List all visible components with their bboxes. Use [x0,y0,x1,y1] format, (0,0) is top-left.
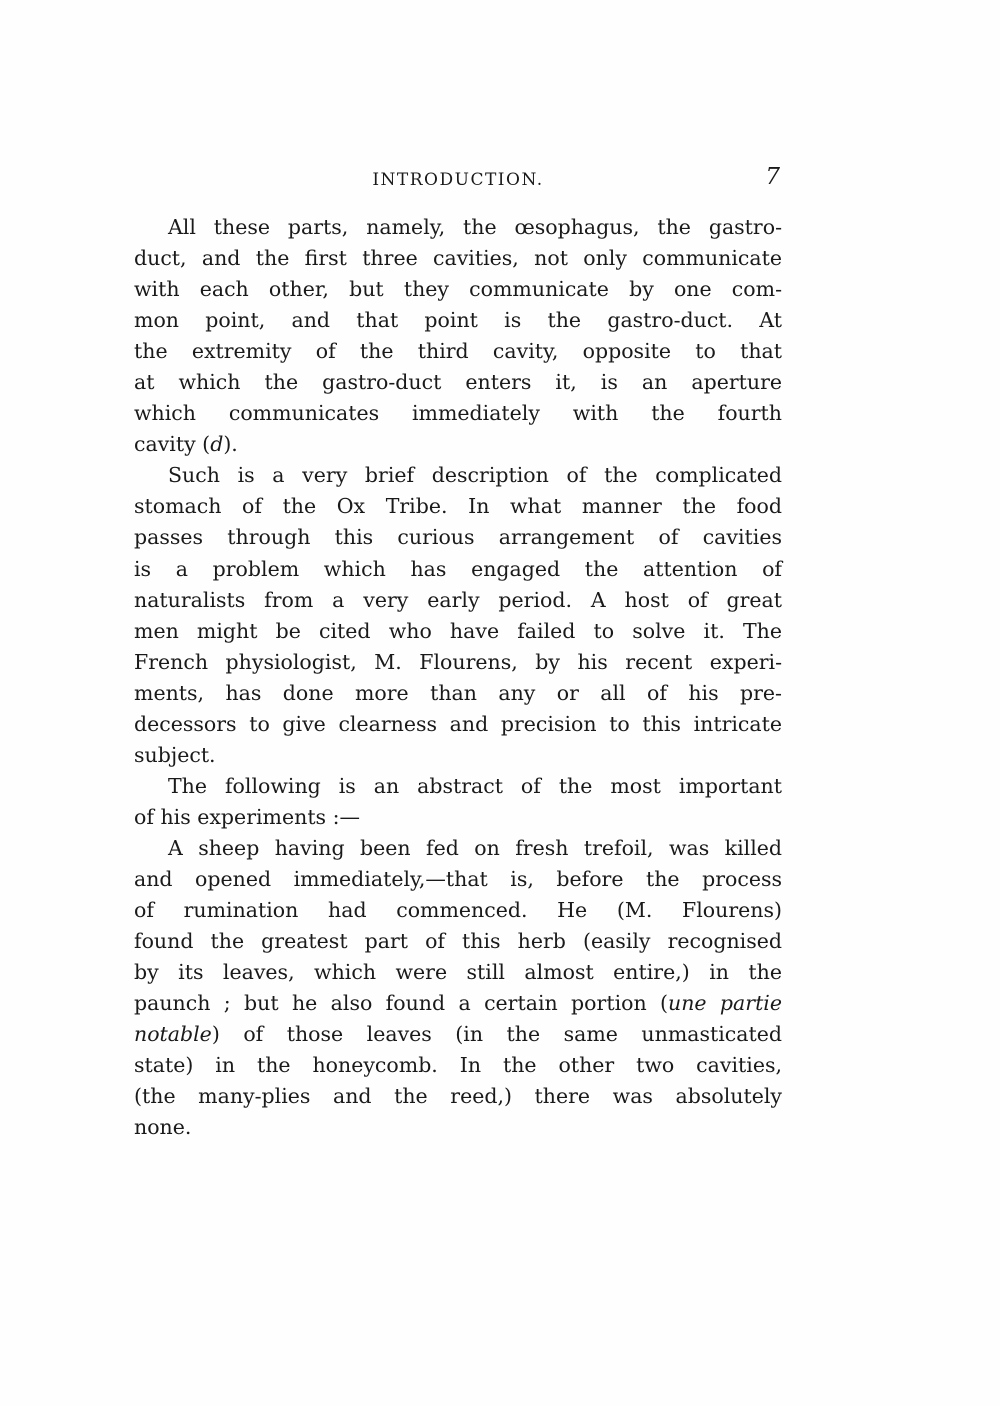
text-line: French physiologist, M. Flourens, by his recent experi- [134,649,782,674]
paragraph [134,833,782,1143]
text-line: of his experiments :— [134,804,361,829]
text-line: subject. [134,742,216,767]
text-fragment: ) of those leaves (in the same unmasticated [211,1022,782,1047]
text-line [134,1019,782,1050]
text-fragment: cavity ( [134,432,211,457]
text-line: ments, has done more than any or all of his pre- [134,680,782,705]
text-line: is a problem which has engaged the attention of [134,556,782,581]
text-line: The following is an abstract of the most important [168,773,782,798]
text-line: duct, and the first three cavities, not only communicate [134,246,782,271]
text-line: which communicates immediately with the fourth [134,401,782,426]
text-line: naturalists from a very early period. A host of great [134,587,782,612]
body-text [134,212,782,1143]
paragraph [134,460,782,770]
text-line [134,429,782,460]
text-line: of rumination had commenced. He (M. Flourens) [134,898,782,923]
text-line: stomach of the Ox Tribe. In what manner the food [134,494,782,519]
page-number: 7 [765,164,780,190]
italic-text: d [210,432,224,457]
text-line: Such is a very brief description of the complicated [168,463,782,488]
text-line: men might be cited who have failed to solve it. The [134,618,782,643]
text-line: at which the gastro-duct enters it, is an aperture [134,370,782,395]
text-line: none. [134,1115,192,1140]
text-line: All these parts, namely, the œsophagus, the gastro- [168,215,782,239]
text-line: A sheep having been fed on fresh trefoil, was killed [168,835,782,860]
text-line: and opened immediately,—that is, before the process [134,866,782,891]
text-line: mon point, and that point is the gastro-duct. At [134,308,782,333]
text-line: passes through this curious arrangement of cavities [134,525,782,550]
text-line: (the many-plies and the reed,) there was absolutely [134,1084,782,1109]
italic-text: une partie [668,991,782,1016]
paragraph [134,771,782,833]
text-line: found the greatest part of this herb (easily recognised [134,929,782,954]
text-line: state) in the honeycomb. In the other two cavities, [134,1053,782,1078]
text-line: by its leaves, which were still almost entire,) in the [134,960,782,985]
text-line: the extremity of the third cavity, opposite to that [134,339,782,364]
text-fragment: ). [223,432,238,457]
paragraph [134,212,782,460]
running-title: INTRODUCTION. [372,170,544,190]
text-line: with each other, but they communicate by one com- [134,277,782,302]
italic-text: notable [134,1022,212,1047]
text-line: decessors to give clearness and precision to this intricate [134,711,782,736]
text-line [134,988,782,1019]
running-head [134,166,782,196]
text-fragment: paunch ; but he also found a certain portion ( [134,991,669,1016]
